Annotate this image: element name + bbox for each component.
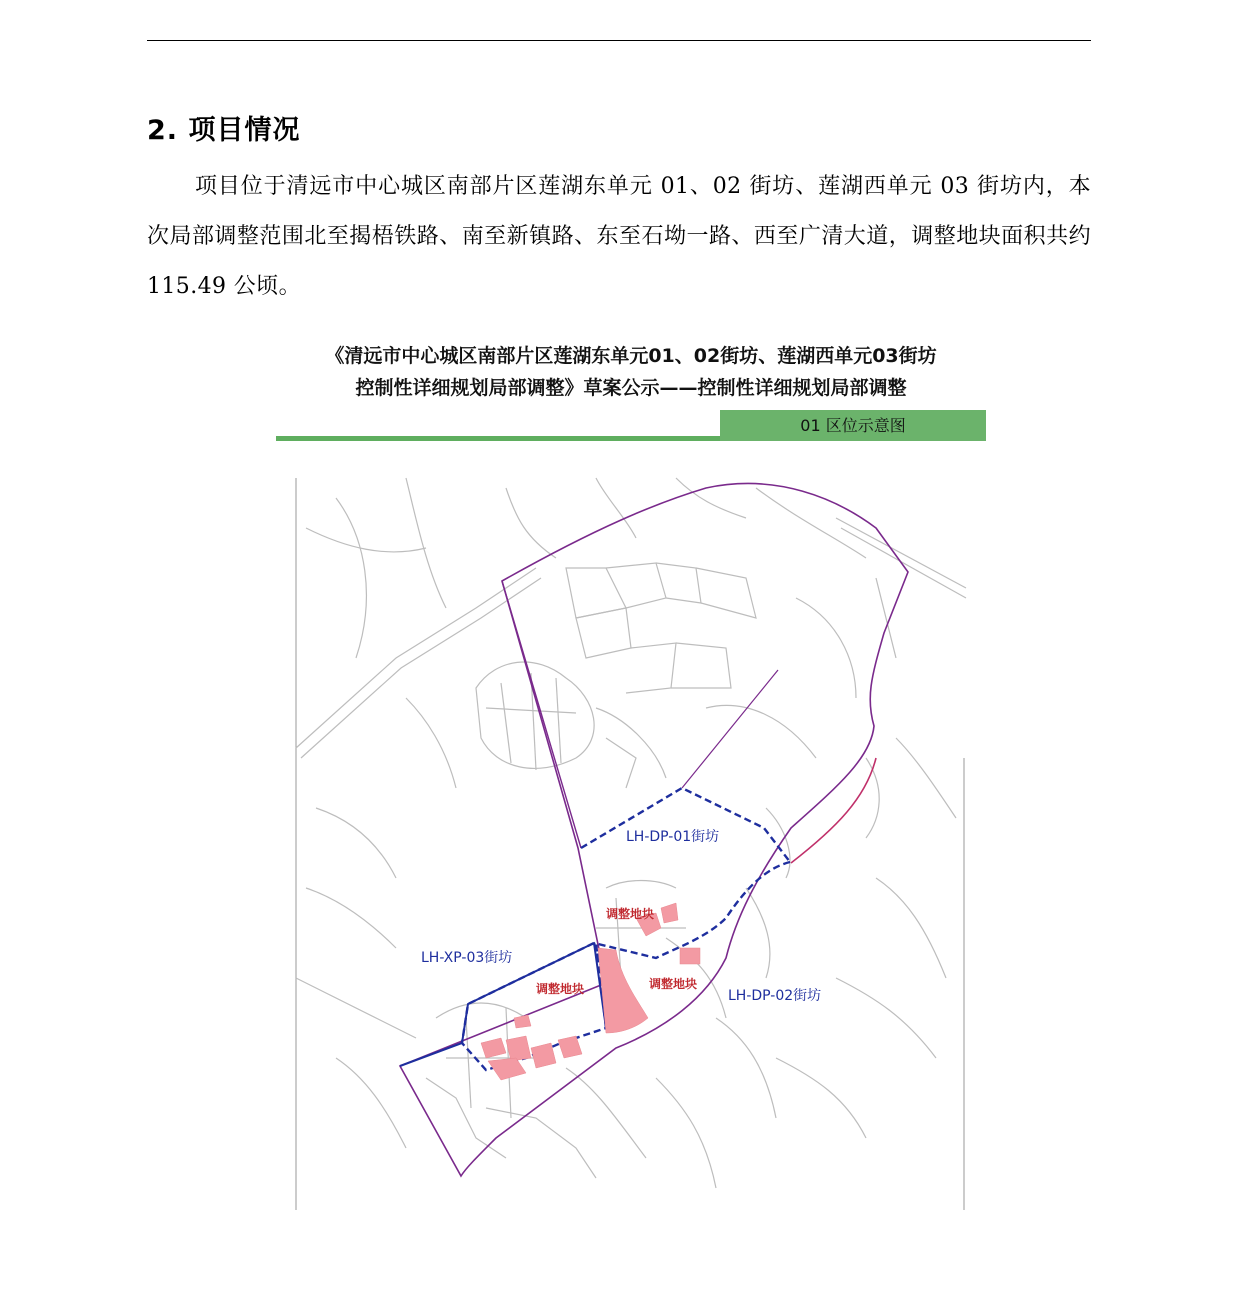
parcel-east (680, 948, 700, 964)
parcel-w-4 (531, 1043, 556, 1068)
east-road-boundary (791, 758, 876, 863)
label-lh-dp-01: LH-DP-01街坊 (626, 829, 720, 845)
figure-tab: 01 区位示意图 (720, 410, 986, 441)
section-heading (147, 108, 300, 147)
parcel-w-6 (514, 1015, 531, 1028)
parcel-w-5 (558, 1036, 582, 1058)
parcel-w-3 (488, 1058, 526, 1080)
adjusted-parcels (481, 903, 700, 1080)
figure-title (276, 340, 986, 404)
figure-title-line1: 《清远市中心城区南部片区莲湖东单元01、02街坊、莲湖西单元03街坊 (325, 345, 937, 367)
project-paragraph: 项目位于清远市中心城区南部片区莲湖东单元 01、02 街坊、莲湖西单元 03 街坊内，本次局部调整范围北至揭梧铁路、南至新镇路、东至石坳一路、西至广清大道，调整地块面积共约 115.49 公顷。 (147, 174, 1091, 299)
label-adjust-east: 调整地块 (649, 977, 698, 991)
label-lh-xp-03: LH-XP-03街坊 (421, 950, 513, 966)
location-figure (276, 336, 986, 1216)
location-map (276, 458, 986, 1216)
parcel-w-2 (506, 1036, 531, 1061)
label-adjust-north: 调整地块 (606, 907, 655, 921)
figure-title-line2: 控制性详细规划局部调整》草案公示——控制性详细规划局部调整 (355, 377, 907, 399)
label-lh-dp-02: LH-DP-02街坊 (728, 988, 822, 1004)
section-title: 项目情况 (188, 115, 301, 146)
label-adjust-west: 调整地块 (536, 982, 585, 996)
parcel-ne-2 (661, 903, 678, 923)
parcel-w-1 (481, 1038, 506, 1058)
section-number: 2. (147, 115, 179, 146)
header-rule (147, 40, 1091, 41)
inner-boundary-west (502, 581, 581, 848)
parcel-central (598, 948, 648, 1033)
